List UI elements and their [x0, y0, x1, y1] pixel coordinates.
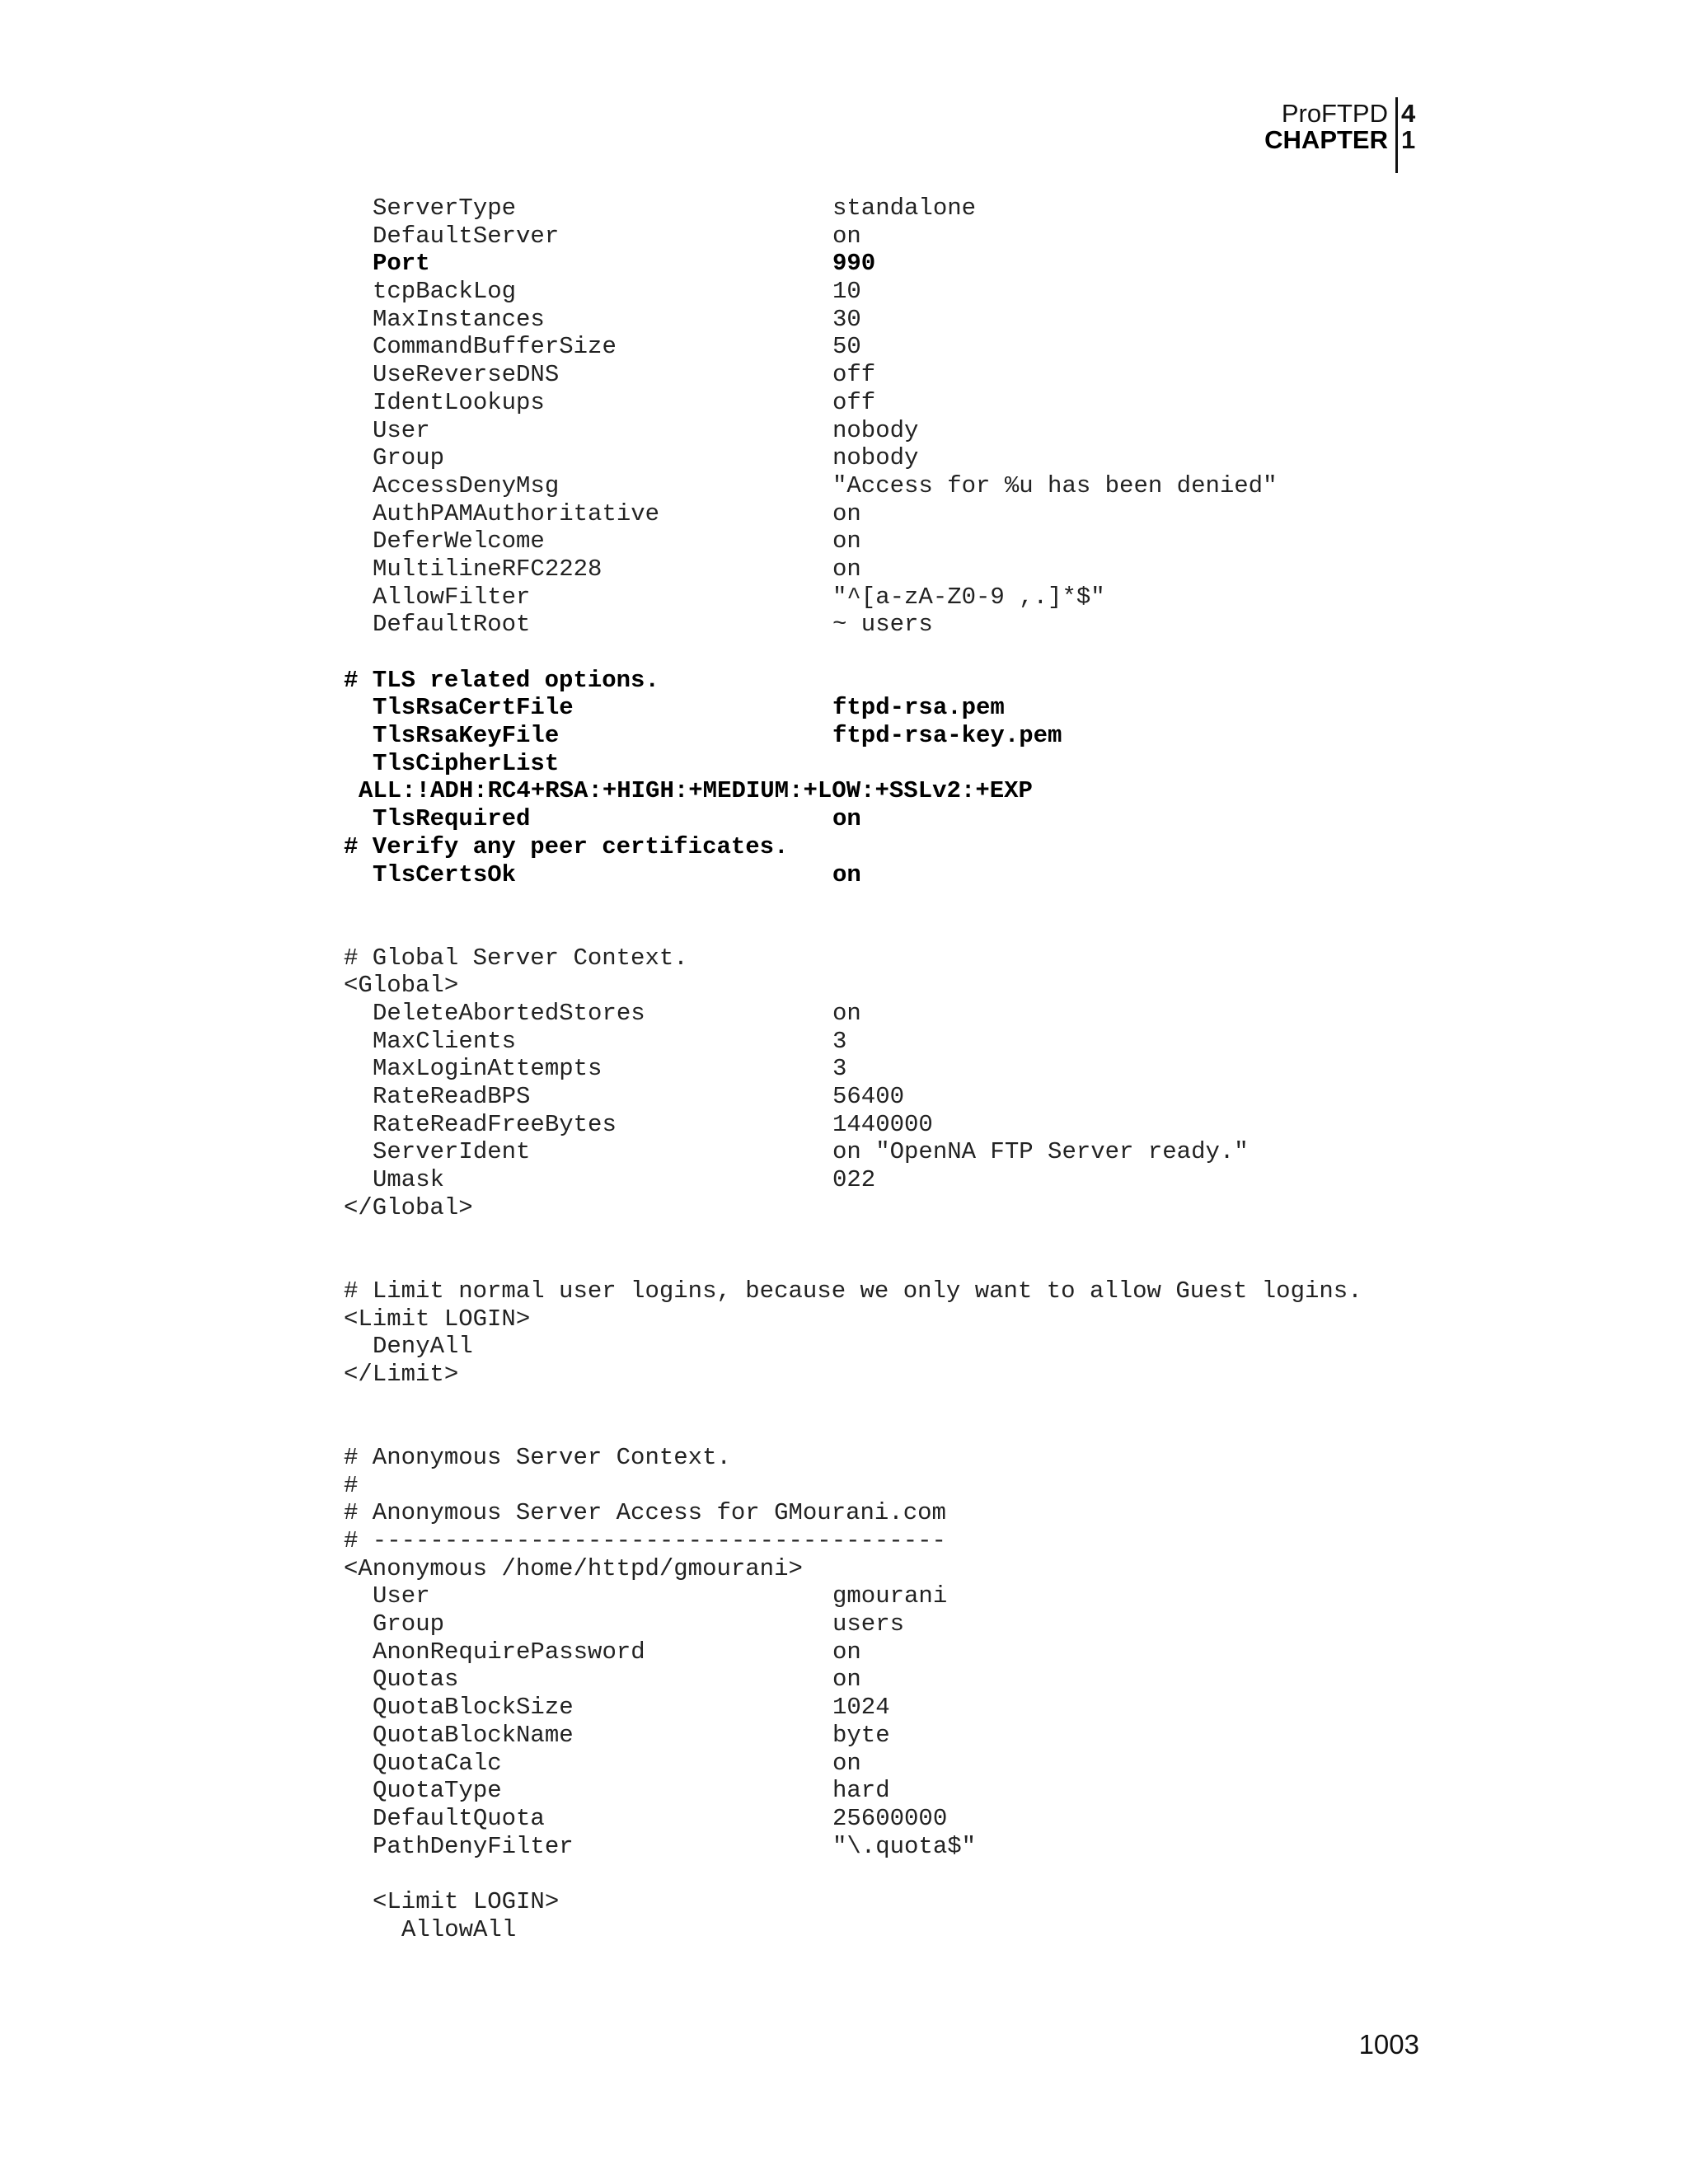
limit-close-tag	[344, 1361, 1432, 1389]
directive-key: TlsRsaKeyFile	[373, 722, 560, 750]
config-line	[344, 500, 1432, 528]
config-line	[344, 555, 1432, 583]
tag-text: <Global>	[344, 972, 459, 1000]
blank-line	[344, 1221, 1432, 1249]
directive-key: Port	[373, 250, 430, 278]
directive-value: on	[832, 1749, 861, 1777]
directive-value: on	[832, 222, 861, 250]
directive-value: "^[a-zA-Z0-9 ,.]*$"	[832, 583, 1105, 611]
tag-text: <Anonymous /home/httpd/gmourani>	[344, 1554, 803, 1582]
directive-key: QuotaBlockSize	[373, 1694, 574, 1722]
tag-text: <Limit LOGIN>	[344, 1305, 531, 1333]
directive-key: TlsCipherList	[373, 749, 560, 777]
directive-key: IdentLookups	[373, 388, 545, 416]
directive-key: DefaultServer	[373, 222, 560, 250]
config-listing	[344, 194, 1432, 1943]
config-line	[344, 389, 1432, 417]
config-line	[344, 333, 1432, 361]
directive-key: DefaultQuota	[373, 1804, 545, 1832]
directive-key: User	[373, 416, 430, 444]
directive-value: on	[832, 860, 861, 888]
directive-key: ServerIdent	[373, 1138, 531, 1166]
page-number: 1003	[1358, 2029, 1419, 2060]
directive-value: ftpd-rsa-key.pem	[832, 722, 1062, 750]
config-line	[344, 223, 1432, 251]
directive-key: RateReadFreeBytes	[373, 1110, 617, 1138]
config-line	[344, 1833, 1432, 1861]
anonymous-limit-open-tag	[344, 1888, 1432, 1916]
config-line	[344, 583, 1432, 612]
directive-value: 3	[832, 1055, 847, 1083]
blank-line	[344, 1860, 1432, 1888]
directive-value: "Access for %u has been denied"	[832, 471, 1278, 499]
blank-line	[344, 639, 1432, 667]
config-line	[344, 1166, 1432, 1194]
comment-text: # Limit normal user logins, because we only want to allow Guest logins.	[344, 1277, 1362, 1305]
config-line	[344, 444, 1432, 472]
limit-open-tag	[344, 1305, 1432, 1333]
config-line	[344, 1777, 1432, 1805]
blank-line	[344, 1389, 1432, 1417]
blank-line	[344, 916, 1432, 944]
config-line	[344, 1916, 1432, 1944]
directive-value: 10	[832, 278, 861, 306]
header-chapter-number-top: 4	[1401, 99, 1416, 128]
directive-value: nobody	[832, 416, 919, 444]
directive-key: DefaultRoot	[373, 611, 531, 639]
directive-value: on	[832, 805, 861, 833]
config-line	[344, 861, 1432, 889]
directive-value: on	[832, 1666, 861, 1694]
directive-value: 990	[832, 250, 876, 278]
directive-key: Quotas	[373, 1666, 459, 1694]
directive-key: AnonRequirePassword	[373, 1638, 645, 1666]
config-line	[344, 805, 1432, 833]
config-line	[344, 306, 1432, 334]
config-line	[344, 1083, 1432, 1111]
directive-value: 022	[832, 1166, 876, 1194]
tls-comment	[344, 667, 1432, 695]
directive-value: 1024	[832, 1694, 890, 1722]
header-title: ProFTPD	[1281, 99, 1388, 128]
directive-value: ftpd-rsa.pem	[832, 694, 1005, 722]
directive-key: AllowFilter	[373, 583, 531, 611]
config-line	[344, 1055, 1432, 1083]
directive-value: on	[832, 555, 861, 583]
tag-text: <Limit LOGIN>	[373, 1887, 560, 1915]
global-comment	[344, 944, 1432, 972]
anonymous-comment	[344, 1444, 1432, 1472]
directive-key: TlsCertsOk	[373, 860, 517, 888]
directive-value: users	[832, 1610, 905, 1638]
directive-value: byte	[832, 1721, 890, 1749]
config-line	[344, 472, 1432, 500]
comment-text: # ----------------------------------------	[344, 1527, 946, 1554]
directive-key: MaxInstances	[373, 305, 545, 333]
comment-text: # Anonymous Server Context.	[344, 1443, 731, 1471]
config-line	[344, 1694, 1432, 1722]
blank-line	[344, 888, 1432, 916]
directive-key: MaxClients	[373, 1027, 517, 1055]
verify-comment	[344, 833, 1432, 861]
directive-value: standalone	[832, 194, 977, 222]
tag-text: </Limit>	[344, 1360, 459, 1388]
config-line	[344, 194, 1432, 223]
config-line	[344, 1750, 1432, 1778]
comment-text: # TLS related options.	[344, 666, 659, 694]
directive-key: TlsRsaCertFile	[373, 694, 574, 722]
config-line	[344, 694, 1432, 722]
directive-value: nobody	[832, 444, 919, 472]
directive-key: tcpBackLog	[373, 278, 517, 306]
global-open-tag	[344, 972, 1432, 1000]
config-line	[344, 1610, 1432, 1638]
config-line	[344, 1000, 1432, 1028]
anonymous-comment	[344, 1499, 1432, 1527]
config-line	[344, 1111, 1432, 1139]
config-line	[344, 361, 1432, 389]
config-line	[344, 777, 1432, 805]
running-header	[1090, 97, 1419, 176]
directive-value: 56400	[832, 1083, 905, 1110]
directive-value: on	[832, 999, 861, 1027]
directive-value: 50	[832, 333, 861, 361]
config-line	[344, 527, 1432, 555]
directive-key: AllowAll	[401, 1915, 517, 1943]
comment-text: # Verify any peer certificates.	[344, 832, 789, 860]
directive-key: UseReverseDNS	[373, 361, 560, 389]
anonymous-open-tag	[344, 1555, 1432, 1583]
directive-value: on	[832, 1638, 861, 1666]
directive-key: TlsRequired	[373, 805, 531, 833]
comment-text: # Global Server Context.	[344, 944, 688, 972]
directive-key: QuotaType	[373, 1777, 502, 1805]
header-chapter-label: CHAPTER	[1264, 125, 1388, 154]
directive-key: PathDenyFilter	[373, 1832, 574, 1860]
directive-key: MaxLoginAttempts	[373, 1055, 603, 1083]
header-title-row	[1282, 99, 1419, 129]
blank-line	[344, 1249, 1432, 1277]
directive-value: 30	[832, 305, 861, 333]
directive-key: RateReadBPS	[373, 1083, 531, 1110]
directive-key: AccessDenyMsg	[373, 471, 560, 499]
directive-key: QuotaBlockName	[373, 1721, 574, 1749]
config-line	[344, 417, 1432, 445]
directive-value: hard	[832, 1777, 890, 1805]
header-divider	[1395, 97, 1398, 173]
directive-key: Group	[373, 1610, 445, 1638]
directive-value: on	[832, 499, 861, 527]
directive-value: on "OpenNA FTP Server ready."	[832, 1138, 1249, 1166]
directive-value: off	[832, 361, 876, 389]
directive-key: DenyAll	[373, 1333, 473, 1361]
blank-line	[344, 1416, 1432, 1444]
config-line	[344, 1638, 1432, 1666]
config-line	[344, 611, 1432, 639]
global-close-tag	[344, 1194, 1432, 1222]
config-line	[344, 278, 1432, 306]
config-line	[344, 1138, 1432, 1166]
config-line	[344, 1028, 1432, 1056]
directive-key: ServerType	[373, 194, 517, 222]
directive-key: CommandBufferSize	[373, 333, 617, 361]
config-line	[344, 750, 1432, 778]
config-line	[344, 1805, 1432, 1833]
directive-key: User	[373, 1582, 430, 1610]
directive-key: AuthPAMAuthoritative	[373, 499, 660, 527]
directive-key: DeferWelcome	[373, 527, 545, 555]
directive-value: gmourani	[832, 1582, 948, 1610]
directive-value: 3	[832, 1027, 847, 1055]
config-line	[344, 1666, 1432, 1694]
config-line	[344, 1333, 1432, 1361]
limit-comment	[344, 1277, 1432, 1305]
directive-key: Umask	[373, 1166, 445, 1194]
directive-value: ALL:!ADH:RC4+RSA:+HIGH:+MEDIUM:+LOW:+SSLv2:+EXP	[359, 777, 1033, 805]
header-chapter-number-bottom: 1	[1401, 125, 1416, 154]
config-line	[344, 722, 1432, 750]
comment-text: #	[344, 1471, 359, 1499]
directive-key: QuotaCalc	[373, 1749, 502, 1777]
anonymous-comment	[344, 1527, 1432, 1555]
config-line	[344, 1582, 1432, 1610]
directive-key: DeleteAbortedStores	[373, 999, 645, 1027]
directive-key: Group	[373, 444, 445, 472]
directive-value: "\.quota$"	[832, 1832, 977, 1860]
directive-value: ~ users	[832, 611, 933, 639]
tag-text: </Global>	[344, 1193, 473, 1221]
comment-text: # Anonymous Server Access for GMourani.com	[344, 1499, 946, 1527]
directive-value: 25600000	[832, 1804, 948, 1832]
anonymous-comment	[344, 1472, 1432, 1500]
directive-value: on	[832, 527, 861, 555]
config-line	[344, 1722, 1432, 1750]
config-line	[344, 250, 1432, 278]
directive-key: MultilineRFC2228	[373, 555, 603, 583]
directive-value: off	[832, 388, 876, 416]
directive-value: 1440000	[832, 1110, 933, 1138]
